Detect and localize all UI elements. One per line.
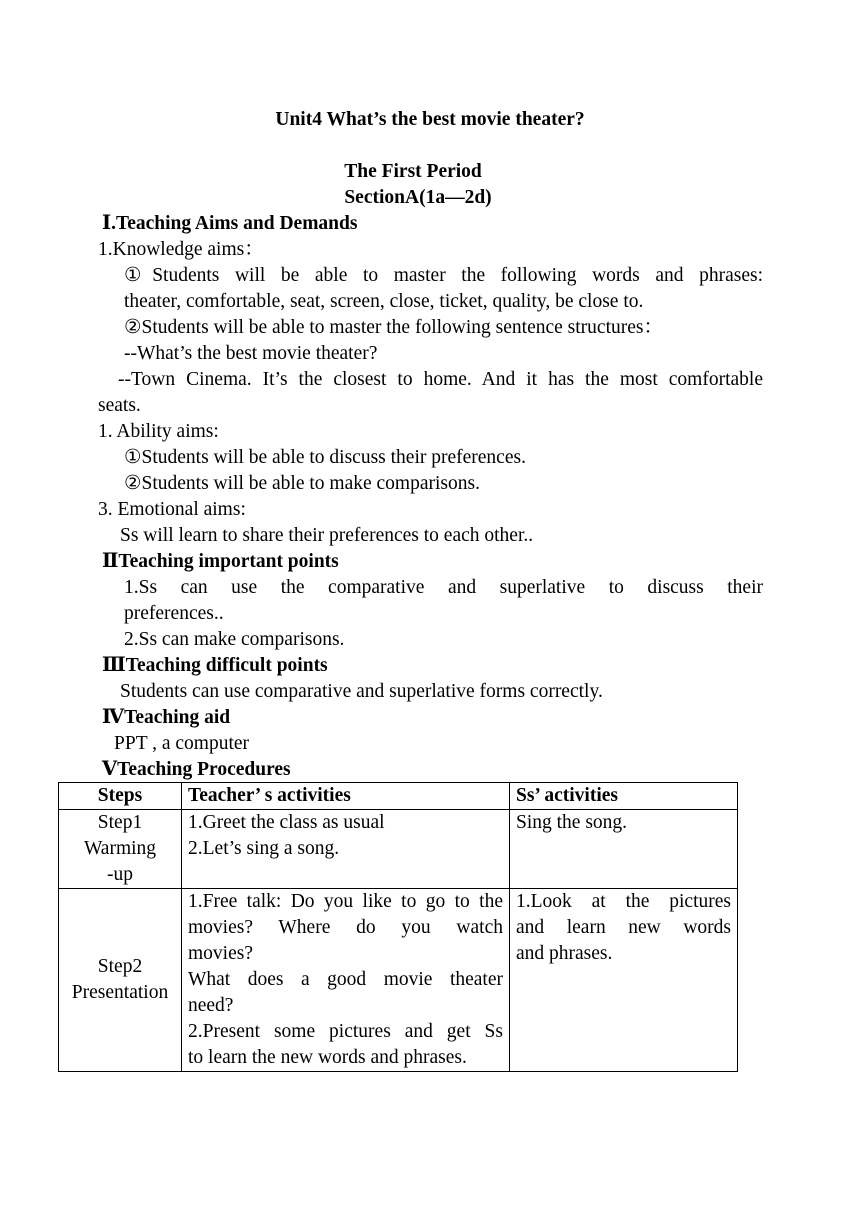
knowledge-aim-2: ②Students will be able to master the following sentence structures：: [124, 317, 663, 338]
teacher-activity-line: movies? Where do you watch: [188, 917, 503, 938]
doc-title: Unit4 What’s the best movie theater?: [275, 109, 585, 130]
ability-aims-heading: 1. Ability aims:: [98, 421, 219, 442]
sample-question: --What’s the best movie theater?: [124, 343, 378, 364]
teaching-aid-text: PPT , a computer: [114, 733, 250, 754]
step-cell: [59, 810, 182, 889]
ss-activities-cell: [510, 889, 738, 1072]
ss-activity-line: 1.Look at the pictures: [516, 891, 731, 912]
teacher-activity-line: need?: [188, 995, 234, 1016]
header-ss-activities: Ss’ activities: [510, 783, 738, 810]
ss-activity-line: and learn new words: [516, 917, 731, 938]
teacher-activities-cell: [182, 889, 510, 1072]
sample-answer-line1: --Town Cinema. It’s the closest to home. And it has the most comfortable: [118, 369, 763, 390]
procedures-table: [58, 782, 738, 1072]
ability-aim-2: ②Students will be able to make comparisons.: [124, 473, 480, 494]
ss-activity-line: Sing the song.: [516, 812, 628, 833]
step-label: Presentation: [71, 982, 169, 1003]
emotional-aims-heading: 3. Emotional aims:: [98, 499, 246, 520]
ability-aim-1: ①Students will be able to discuss their preferences.: [124, 447, 526, 468]
important-point-1-line1: 1.Ss can use the comparative and superlative to discuss their: [124, 577, 763, 598]
teacher-activity-line: 2.Let’s sing a song.: [188, 838, 340, 859]
knowledge-aim-1-line1: ①Students will be able to master the following words and phrases:: [124, 265, 763, 286]
teacher-activity-line: What does a good movie theater: [188, 969, 503, 990]
knowledge-aims-heading: 1.Knowledge aims：: [98, 239, 264, 260]
knowledge-aim-1-line2: theater, comfortable, seat, screen, close, ticket, quality, be close to.: [124, 291, 644, 312]
period-title: The First Period: [344, 161, 482, 182]
teacher-activities-cell: [182, 810, 510, 889]
step-label: -up: [107, 864, 133, 885]
header-steps: Steps: [59, 783, 182, 810]
teacher-activity-line: to learn the new words and phrases.: [188, 1047, 467, 1068]
important-point-2: 2.Ss can make comparisons.: [124, 629, 345, 650]
procedures-heading: ⅤTeaching Procedures: [102, 759, 291, 780]
teacher-activity-line: 1.Greet the class as usual: [188, 812, 385, 833]
header-teacher-activities: Teacher’ s activities: [182, 783, 510, 810]
teacher-activity-line: 2.Present some pictures and get Ss: [188, 1021, 503, 1042]
sample-answer-line2: seats.: [98, 395, 141, 416]
step-label: Step1: [97, 812, 143, 833]
teaching-aid-heading: ⅣTeaching aid: [102, 707, 231, 728]
step-cell: [59, 889, 182, 1072]
step-label: Warming: [83, 838, 157, 859]
table-header-row: [59, 783, 738, 810]
teacher-activity-line: 1.Free talk: Do you like to go to the: [188, 891, 503, 912]
ss-activity-line: and phrases.: [516, 943, 613, 964]
table-row: [59, 810, 738, 889]
step-label: Step2: [97, 956, 143, 977]
aims-heading: Ⅰ.Teaching Aims and Demands: [102, 213, 358, 234]
emotional-aim-1: Ss will learn to share their preferences to each other..: [120, 525, 534, 546]
table-row: [59, 889, 738, 1072]
section-title: SectionA(1a—2d): [344, 187, 492, 208]
important-points-heading: ⅡTeaching important points: [102, 551, 339, 572]
difficult-points-heading: ⅢTeaching difficult points: [102, 655, 328, 676]
difficult-point-1: Students can use comparative and superlative forms correctly.: [120, 681, 603, 702]
ss-activities-cell: [510, 810, 738, 889]
important-point-1-line2: preferences..: [124, 603, 224, 624]
teacher-activity-line: movies?: [188, 943, 253, 964]
